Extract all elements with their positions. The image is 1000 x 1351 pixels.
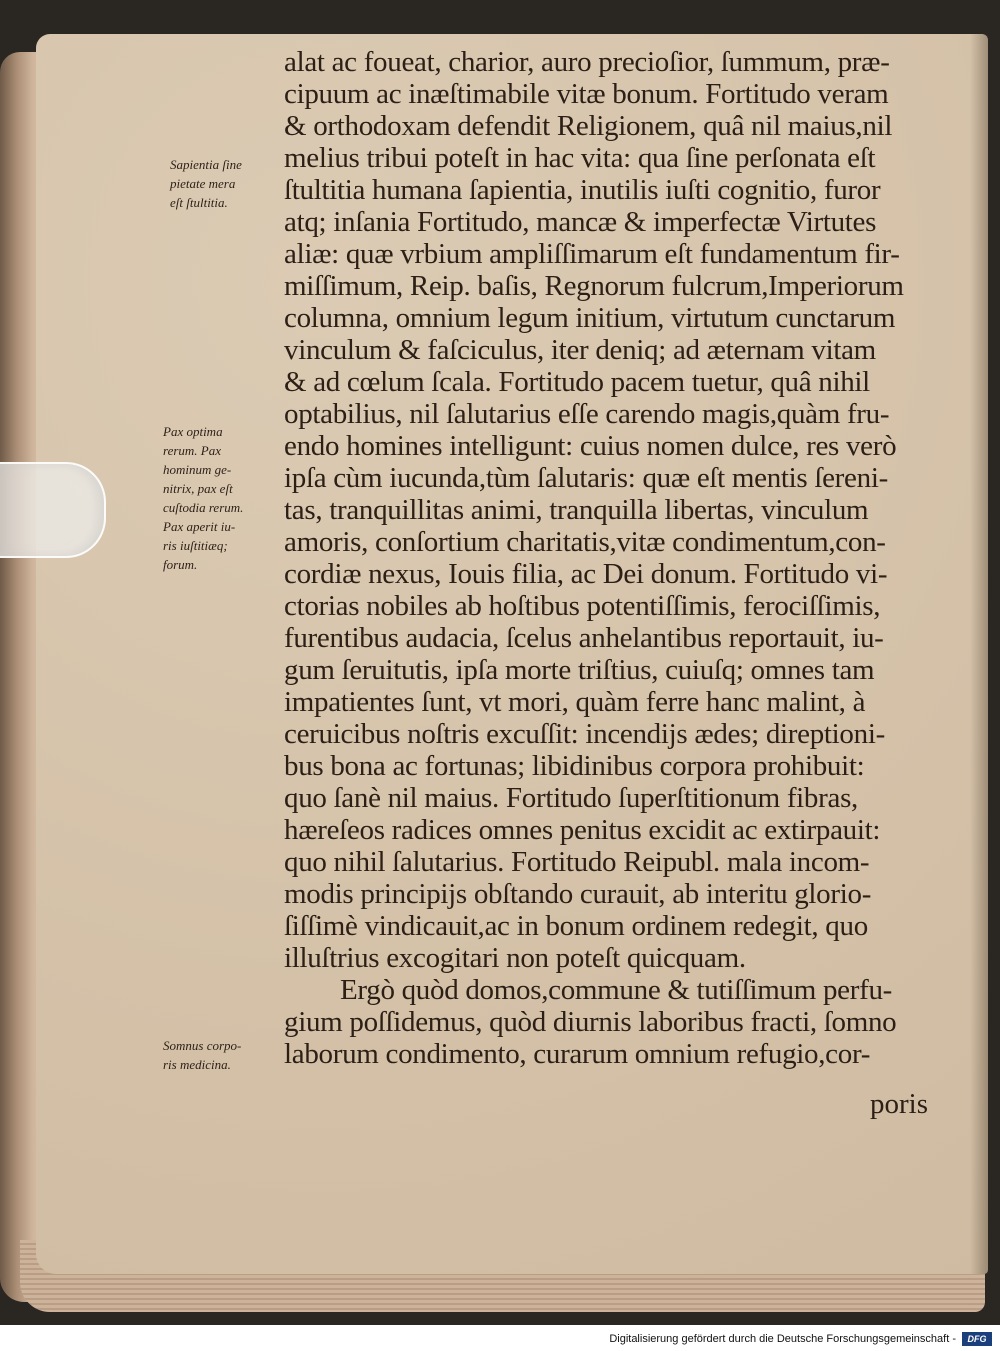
catchword: poris [870,1088,928,1120]
text-line: aliæ: quæ vrbium ampliſſimarum eſt fundamentum fir- [284,238,900,270]
text-line: ctorias nobiles ab hoſtibus potentiſſimis, ferociſſimis, [284,590,881,622]
marginal-note-line: rerum. Pax [163,443,222,458]
text-line: ipſa cùm iucunda,tùm ſalutaris: quæ eſt mentis ſereni- [284,462,888,494]
marginal-note-line: Sapientia ſine [170,157,242,172]
text-line: endo homines intelligunt: cuius nomen dulce, res verò [284,430,897,462]
text-line-paragraph-start: Ergò quòd domos,commune & tutiſſimum perfu- [340,974,893,1006]
text-line: miſſimum, Reip. baſis, Regnorum fulcrum,Imperiorum [284,270,904,302]
marginal-note-line: forum. [163,557,198,572]
text-line: & orthodoxam defendit Religionem, quâ nil maius,nil [284,110,893,142]
text-line: ſiſſimè vindicauit,ac in bonum ordinem redegit, quo [284,910,868,942]
spine-shadow [970,34,988,1274]
marginal-note-sleep [163,1036,241,1074]
text-line: columna, omnium legum initium, virtutum cunctarum [284,302,896,334]
text-line: furentibus audacia, ſcelus anhelantibus reportauit, iu- [284,622,884,654]
main-text-block [284,46,939,1070]
text-line: impatientes ſunt, vt mori, quàm ferre hanc malint, à [284,686,866,718]
plastic-page-clip [0,462,106,558]
marginal-note-line: nitrix, pax eſt [163,481,233,496]
text-line: quo ſanè nil maius. Fortitudo ſuperſtitionum fibras, [284,782,859,814]
text-line: cordiæ nexus, Iouis filia, ac Dei donum. Fortitudo vi- [284,558,888,590]
marginal-note-wisdom [170,155,242,212]
text-line: melius tribui poteſt in hac vita: qua ſine perſonata eſt [284,142,876,174]
marginal-note-line: cuſtodia rerum. [163,500,244,515]
text-line: amoris, conſortium charitatis,vitæ condimentum,con- [284,526,886,558]
text-line: cipuum ac inæſtimabile vitæ bonum. Fortitudo veram [284,78,889,110]
digitization-footer [0,1329,1000,1351]
text-line: modis principijs obſtando curauit, ab interitu glorio- [284,878,872,910]
text-line: ceruicibus noſtris excuſſit: incendijs ædes; direptioni- [284,718,885,750]
marginal-note-line: eſt ſtultitia. [170,195,228,210]
text-line: gium poſſidemus, quòd diurnis laboribus fracti, ſomno [284,1006,897,1038]
marginal-note-peace [163,422,243,574]
marginal-note-line: ris iuſtitiæq; [163,538,228,553]
marginal-note-line: Somnus corpo- [163,1038,242,1053]
text-line: illuſtrius excogitari non poteſt quicquam. [284,942,746,974]
text-line: hæreſeos radices omnes penitus excidit ac extirpauit: [284,814,881,846]
text-line: ſtultitia humana ſapientia, inutilis iuſti cognitio, furor [284,174,881,206]
text-line: gum ſeruitutis, ipſa morte triſtius, cuiuſq; omnes tam [284,654,875,686]
text-line: & ad cœlum ſcala. Fortitudo pacem tuetur, quâ nihil [284,366,870,398]
text-line: atq; inſania Fortitudo, mancæ & imperfectæ Virtutes [284,206,877,238]
text-line: quo nihil ſalutarius. Fortitudo Reipubl. mala incom- [284,846,870,878]
marginal-note-line: ris medicina. [163,1057,231,1072]
marginal-note-line: Pax optima [163,424,223,439]
marginal-note-line: pietate mera [170,176,236,191]
text-line: tas, tranquillitas animi, tranquilla libertas, vinculum [284,494,869,526]
text-line: laborum condimento, curarum omnium refugio,cor- [284,1038,871,1070]
dfg-logo-icon: DFG [962,1332,992,1346]
marginal-note-line: Pax aperit iu- [163,519,236,534]
text-line: vinculum & faſciculus, iter deniq; ad æternam vitam [284,334,876,366]
text-line: optabilius, nil ſalutarius eſſe carendo magis,quàm fru- [284,398,890,430]
marginal-note-line: hominum ge- [163,462,232,477]
text-line: bus bona ac fortunas; libidinibus corpora prohibuit: [284,750,865,782]
funding-credit: Digitalisierung gefördert durch die Deutsche Forschungsgemeinschaft - [609,1333,956,1345]
text-line: alat ac foueat, charior, auro precioſior, ſummum, præ- [284,46,890,78]
